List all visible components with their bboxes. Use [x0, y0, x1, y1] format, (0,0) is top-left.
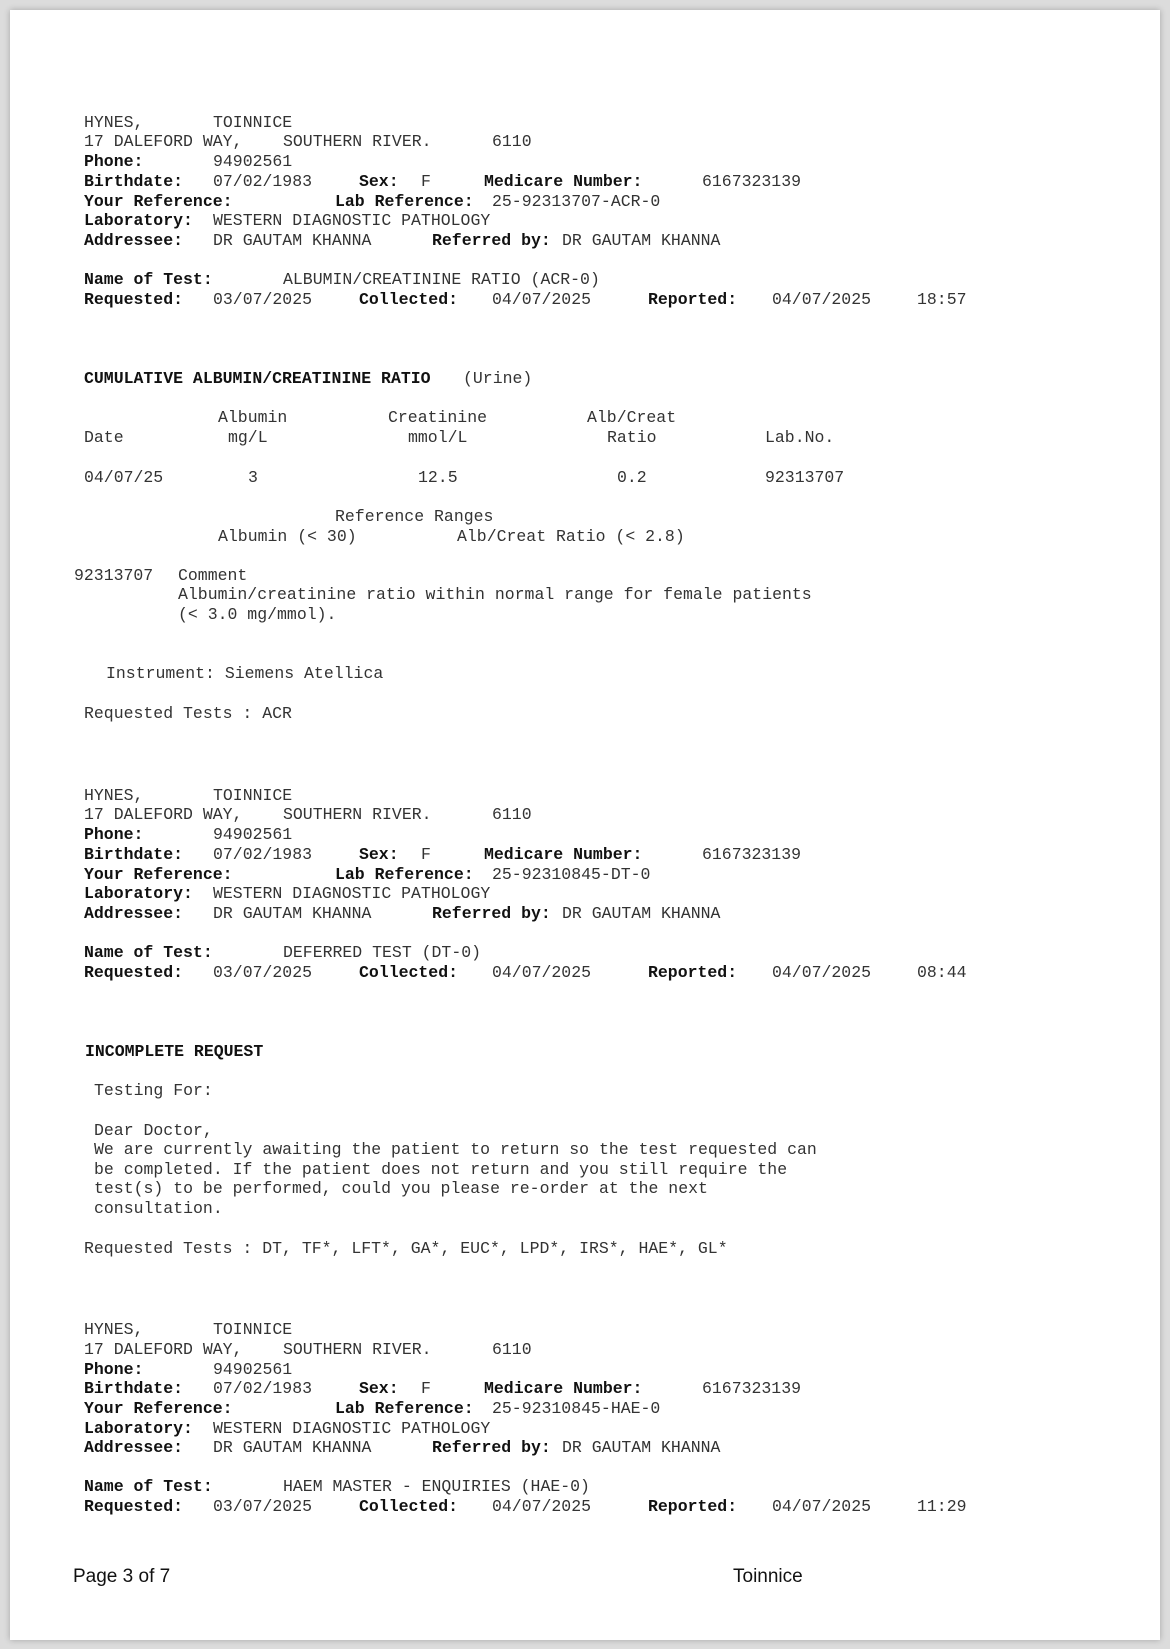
patient-medicare: 6167323139 — [702, 1379, 802, 1398]
test-name: ALBUMIN/CREATININE RATIO (ACR-0) — [283, 270, 600, 289]
requested-tests-line: Requested Tests : DT, TF*, LFT*, GA*, EUC*, LPD*, IRS*, HAE*, GL* — [84, 1239, 728, 1258]
patient-given-name: TOINNICE — [213, 786, 293, 805]
collected-date: 04/07/2025 — [492, 290, 592, 309]
patient-medicare: 6167323139 — [702, 845, 802, 864]
page-number: Page 3 of 7 — [73, 1566, 171, 1587]
letter-line: We are currently awaiting the patient to return so the test requested can — [94, 1140, 817, 1159]
laboratory-value: WESTERN DIAGNOSTIC PATHOLOGY — [213, 211, 491, 230]
header-creatinine: Creatinine — [388, 408, 488, 427]
addressee-label: Addressee: — [84, 904, 184, 923]
addressee-label: Addressee: — [84, 1438, 184, 1457]
patient-given-name: TOINNICE — [213, 113, 293, 132]
patient-suburb: SOUTHERN RIVER. — [283, 132, 432, 151]
lab-reference-label: Lab Reference: — [335, 865, 474, 884]
patient-street: 17 DALEFORD WAY, — [84, 1340, 243, 1359]
specimen-type: (Urine) — [463, 369, 533, 388]
reference-ranges-title: Reference Ranges — [335, 507, 494, 526]
row-creatinine: 12.5 — [418, 468, 458, 487]
patient-suburb: SOUTHERN RIVER. — [283, 805, 432, 824]
reported-time: 18:57 — [917, 290, 967, 309]
patient-surname: HYNES, — [84, 786, 144, 805]
patient-postcode: 6110 — [492, 132, 532, 151]
row-ratio: 0.2 — [617, 468, 647, 487]
lab-reference-label: Lab Reference: — [335, 192, 474, 211]
patient-street: 17 DALEFORD WAY, — [84, 132, 243, 151]
patient-postcode: 6110 — [492, 1340, 532, 1359]
patient-sex: F — [421, 1379, 431, 1398]
referred-by-label: Referred by: — [432, 231, 551, 250]
laboratory-label: Laboratory: — [84, 1419, 193, 1438]
laboratory-value: WESTERN DIAGNOSTIC PATHOLOGY — [213, 884, 491, 903]
report-page — [10, 10, 1160, 1640]
patient-sex: F — [421, 845, 431, 864]
header-date: Date — [84, 428, 124, 447]
patient-street: 17 DALEFORD WAY, — [84, 805, 243, 824]
birthdate-label: Birthdate: — [84, 172, 184, 191]
birthdate-label: Birthdate: — [84, 1379, 184, 1398]
lab-reference-value: 25-92310845-HAE-0 — [492, 1399, 661, 1418]
laboratory-label: Laboratory: — [84, 884, 193, 903]
reported-date: 04/07/2025 — [772, 963, 872, 982]
reference-ratio: Alb/Creat Ratio (< 2.8) — [457, 527, 685, 546]
section-title: INCOMPLETE REQUEST — [85, 1042, 264, 1061]
requested-label: Requested: — [84, 963, 184, 982]
comment-line: (< 3.0 mg/mmol). — [178, 605, 337, 624]
collected-label: Collected: — [359, 290, 459, 309]
patient-surname: HYNES, — [84, 113, 144, 132]
header-ratio: Alb/Creat — [587, 408, 677, 427]
requested-tests-line: Requested Tests : ACR — [84, 704, 292, 723]
medicare-label: Medicare Number: — [484, 172, 643, 191]
row-labno: 92313707 — [765, 468, 845, 487]
collected-date: 04/07/2025 — [492, 963, 592, 982]
header-ratio-unit: Ratio — [607, 428, 657, 447]
patient-phone: 94902561 — [213, 152, 293, 171]
referred-by-value: DR GAUTAM KHANNA — [562, 904, 721, 923]
comment-labno: 92313707 — [74, 566, 154, 585]
referred-by-value: DR GAUTAM KHANNA — [562, 1438, 721, 1457]
lab-reference-value: 25-92310845-DT-0 — [492, 865, 651, 884]
laboratory-value: WESTERN DIAGNOSTIC PATHOLOGY — [213, 1419, 491, 1438]
phone-label: Phone: — [84, 152, 144, 171]
reference-albumin: Albumin (< 30) — [218, 527, 357, 546]
lab-reference-value: 25-92313707-ACR-0 — [492, 192, 661, 211]
letter-line: consultation. — [94, 1199, 223, 1218]
requested-date: 03/07/2025 — [213, 1497, 313, 1516]
footer-patient-name: Toinnice — [733, 1566, 803, 1587]
requested-date: 03/07/2025 — [213, 963, 313, 982]
medicare-label: Medicare Number: — [484, 845, 643, 864]
requested-label: Requested: — [84, 290, 184, 309]
patient-phone: 94902561 — [213, 1360, 293, 1379]
addressee-value: DR GAUTAM KHANNA — [213, 904, 372, 923]
collected-date: 04/07/2025 — [492, 1497, 592, 1516]
your-reference-label: Your Reference: — [84, 192, 233, 211]
header-labno: Lab.No. — [765, 428, 835, 447]
testing-for-label: Testing For: — [94, 1081, 213, 1100]
reported-time: 11:29 — [917, 1497, 967, 1516]
your-reference-label: Your Reference: — [84, 1399, 233, 1418]
patient-surname: HYNES, — [84, 1320, 144, 1339]
addressee-label: Addressee: — [84, 231, 184, 250]
patient-birthdate: 07/02/1983 — [213, 1379, 313, 1398]
reported-label: Reported: — [648, 963, 738, 982]
phone-label: Phone: — [84, 1360, 144, 1379]
requested-date: 03/07/2025 — [213, 290, 313, 309]
reported-label: Reported: — [648, 290, 738, 309]
letter-line: be completed. If the patient does not return and you still require the — [94, 1160, 788, 1179]
comment-line: Albumin/creatinine ratio within normal range for female patients — [178, 585, 812, 604]
sex-label: Sex: — [359, 1379, 399, 1398]
phone-label: Phone: — [84, 825, 144, 844]
patient-given-name: TOINNICE — [213, 1320, 293, 1339]
name-of-test-label: Name of Test: — [84, 943, 213, 962]
referred-by-value: DR GAUTAM KHANNA — [562, 231, 721, 250]
referred-by-label: Referred by: — [432, 904, 551, 923]
medicare-label: Medicare Number: — [484, 1379, 643, 1398]
sex-label: Sex: — [359, 845, 399, 864]
header-albumin-unit: mg/L — [228, 428, 268, 447]
test-name: HAEM MASTER - ENQUIRIES (HAE-0) — [283, 1477, 590, 1496]
collected-label: Collected: — [359, 963, 459, 982]
laboratory-label: Laboratory: — [84, 211, 193, 230]
your-reference-label: Your Reference: — [84, 865, 233, 884]
reported-label: Reported: — [648, 1497, 738, 1516]
sex-label: Sex: — [359, 172, 399, 191]
addressee-value: DR GAUTAM KHANNA — [213, 1438, 372, 1457]
patient-phone: 94902561 — [213, 825, 293, 844]
collected-label: Collected: — [359, 1497, 459, 1516]
birthdate-label: Birthdate: — [84, 845, 184, 864]
letter-line: Dear Doctor, — [94, 1121, 213, 1140]
patient-birthdate: 07/02/1983 — [213, 172, 313, 191]
header-albumin: Albumin — [218, 408, 288, 427]
lab-reference-label: Lab Reference: — [335, 1399, 474, 1418]
section-title: CUMULATIVE ALBUMIN/CREATININE RATIO — [84, 369, 431, 388]
header-creatinine-unit: mmol/L — [408, 428, 468, 447]
patient-medicare: 6167323139 — [702, 172, 802, 191]
reported-date: 04/07/2025 — [772, 1497, 872, 1516]
name-of-test-label: Name of Test: — [84, 1477, 213, 1496]
patient-birthdate: 07/02/1983 — [213, 845, 313, 864]
comment-label: Comment — [178, 566, 248, 585]
patient-sex: F — [421, 172, 431, 191]
row-date: 04/07/25 — [84, 468, 164, 487]
patient-suburb: SOUTHERN RIVER. — [283, 1340, 432, 1359]
row-albumin: 3 — [248, 468, 258, 487]
instrument-line: Instrument: Siemens Atellica — [106, 664, 384, 683]
reported-date: 04/07/2025 — [772, 290, 872, 309]
letter-line: test(s) to be performed, could you please re-order at the next — [94, 1179, 708, 1198]
referred-by-label: Referred by: — [432, 1438, 551, 1457]
requested-label: Requested: — [84, 1497, 184, 1516]
patient-postcode: 6110 — [492, 805, 532, 824]
test-name: DEFERRED TEST (DT-0) — [283, 943, 482, 962]
reported-time: 08:44 — [917, 963, 967, 982]
addressee-value: DR GAUTAM KHANNA — [213, 231, 372, 250]
name-of-test-label: Name of Test: — [84, 270, 213, 289]
